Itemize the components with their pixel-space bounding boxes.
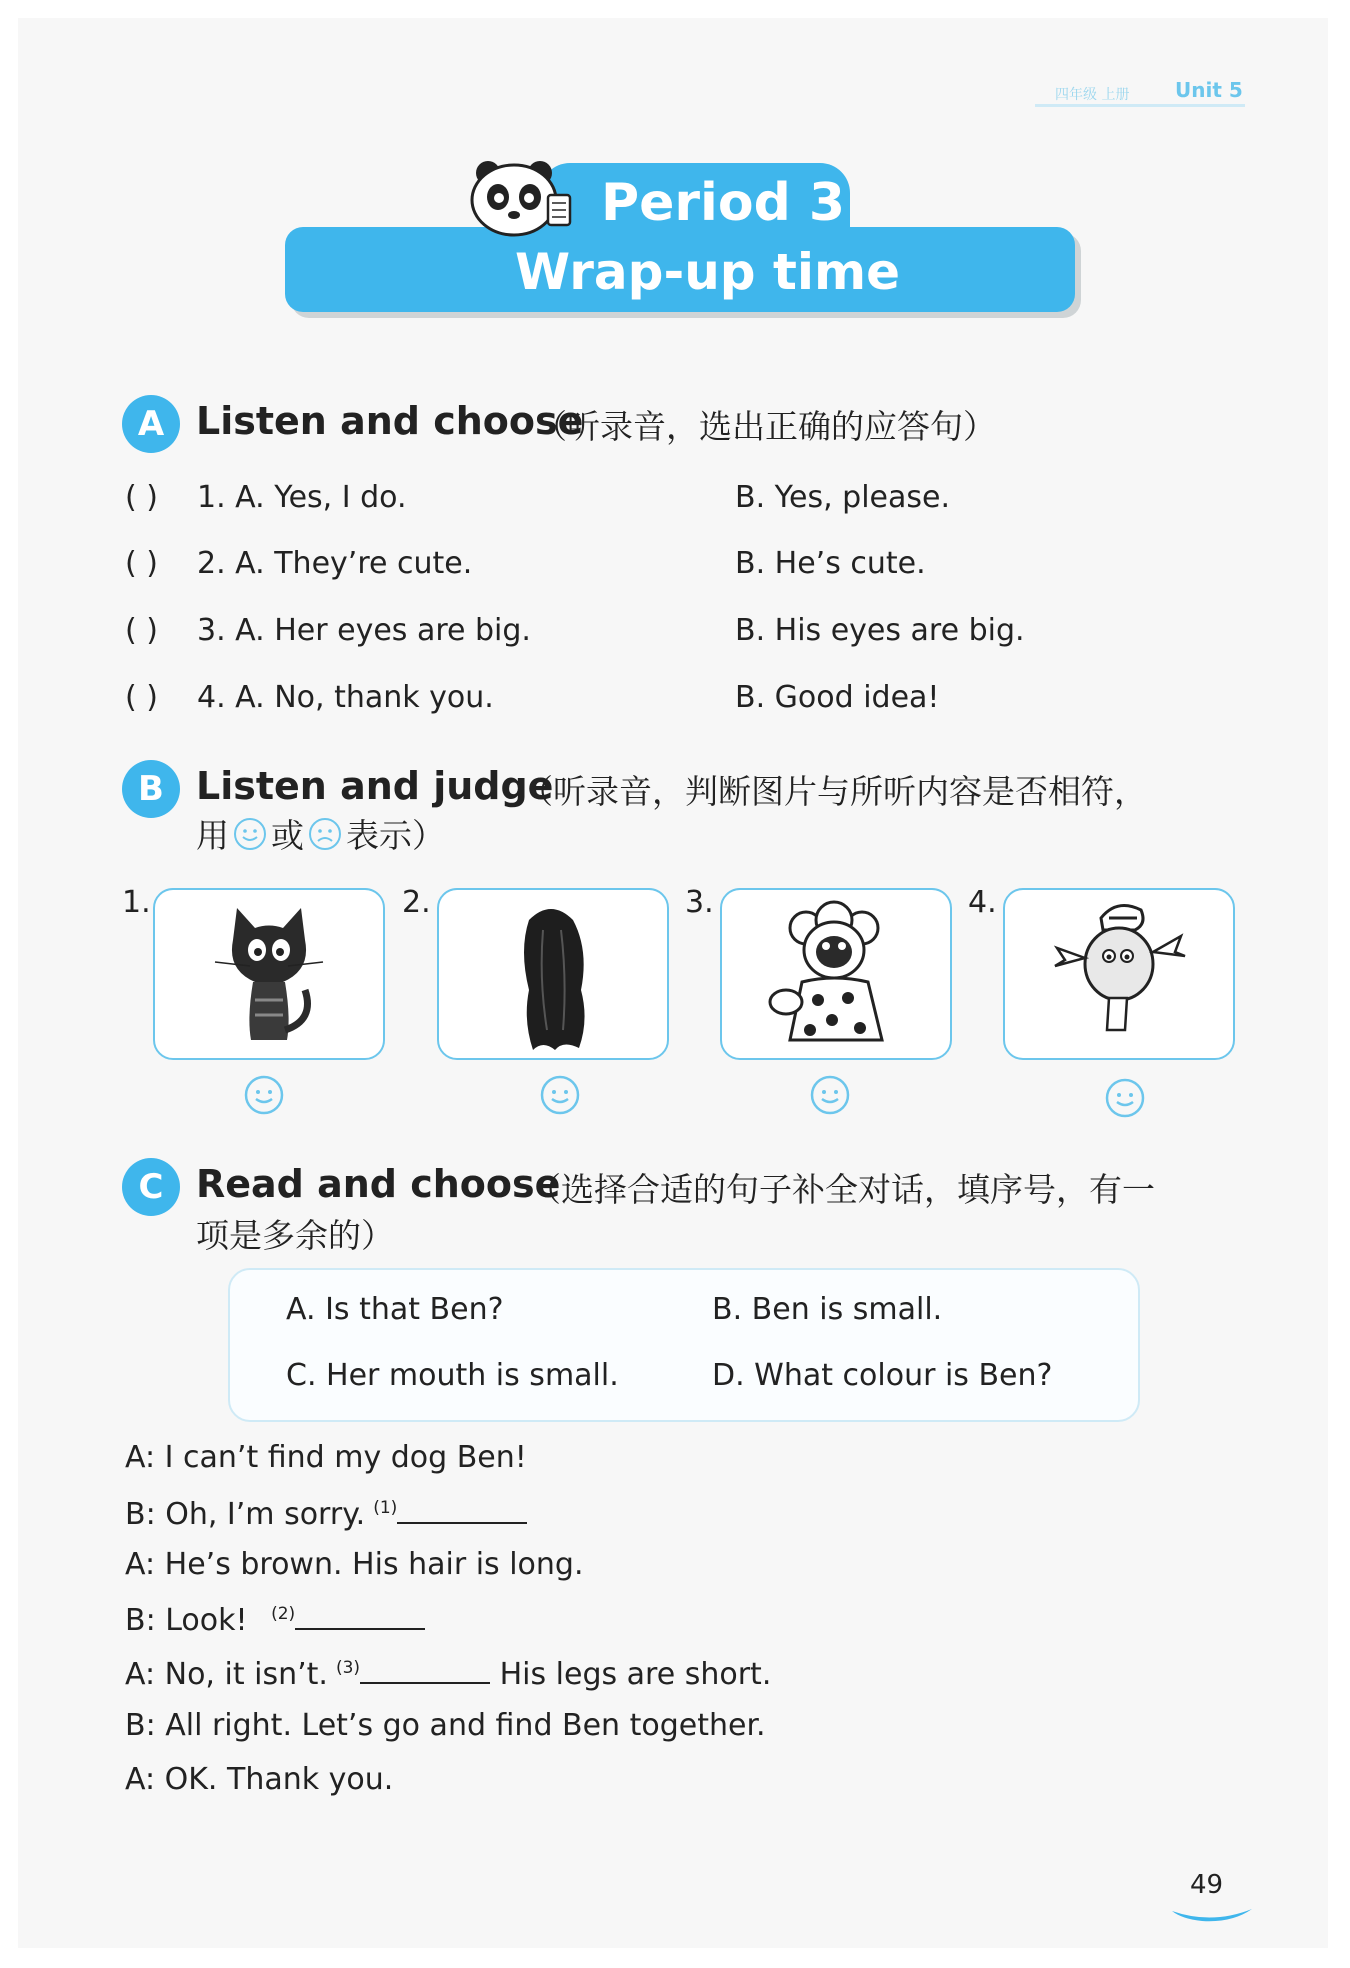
answer-blank[interactable]: ( ) bbox=[125, 680, 158, 715]
swoosh-decoration-icon bbox=[1172, 1905, 1252, 1923]
grade-label: 四年级 上册 bbox=[1055, 87, 1130, 103]
option-a: 2. A. They’re cute. bbox=[197, 546, 473, 581]
option-b: B. Ben is small. bbox=[712, 1292, 943, 1327]
answer-blank[interactable] bbox=[360, 1654, 490, 1684]
panda-icon bbox=[460, 155, 575, 245]
picture-box-3 bbox=[720, 888, 952, 1060]
section-b-note: （听录音，判断图片与所听内容是否相符， bbox=[520, 772, 1147, 811]
dialogue-line: A: OK. Thank you. bbox=[125, 1762, 394, 1797]
sad-face-icon bbox=[308, 817, 342, 851]
section-c-note: （选择合适的句子补全对话，填序号，有一 bbox=[528, 1170, 1155, 1209]
picture-box-2 bbox=[437, 888, 669, 1060]
option-c: C. Her mouth is small. bbox=[286, 1358, 619, 1393]
options-box bbox=[228, 1268, 1140, 1422]
option-b: B. He’s cute. bbox=[735, 546, 926, 581]
long-hair-icon bbox=[439, 890, 667, 1058]
section-a-badge: A bbox=[122, 395, 180, 453]
blank-number: (3) bbox=[335, 1658, 361, 1678]
dialogue-line: B: Look! $^{(2)}$ bbox=[125, 1600, 425, 1638]
section-b-note-line2: 用 或 表示） bbox=[196, 816, 445, 855]
period-subtitle: Wrap-up time bbox=[515, 243, 901, 301]
smile-face-icon[interactable] bbox=[810, 1075, 850, 1115]
smile-face-icon bbox=[233, 817, 267, 851]
section-c-note-line2: 项是多余的） bbox=[196, 1216, 394, 1255]
dialogue-line: B: Oh, I’m sorry. $^{(1)}$ bbox=[125, 1494, 527, 1532]
option-a: 4. A. No, thank you. bbox=[197, 680, 494, 715]
option-b: B. Yes, please. bbox=[735, 480, 950, 515]
section-c-badge: C bbox=[122, 1158, 180, 1216]
picture-number: 2. bbox=[402, 885, 431, 920]
answer-blank[interactable] bbox=[295, 1600, 425, 1630]
snowman-icon bbox=[1005, 890, 1233, 1058]
unit-header bbox=[1035, 78, 1245, 107]
period-banner bbox=[285, 155, 1085, 320]
picture-box-1 bbox=[153, 888, 385, 1060]
section-a-note: （听录音，选出正确的应答句） bbox=[534, 407, 996, 446]
period-title: Period 3 bbox=[601, 173, 846, 233]
smile-face-icon[interactable] bbox=[1105, 1078, 1145, 1118]
blank-number: (2) bbox=[271, 1604, 296, 1624]
dialogue-line: A: He’s brown. His hair is long. bbox=[125, 1547, 584, 1582]
option-d: D. What colour is Ben? bbox=[712, 1358, 1053, 1393]
option-a: 1. A. Yes, I do. bbox=[197, 480, 407, 515]
section-a-title: Listen and choose bbox=[196, 399, 584, 443]
section-b-title: Listen and judge bbox=[196, 764, 554, 808]
picture-number: 3. bbox=[685, 885, 714, 920]
smile-face-icon[interactable] bbox=[540, 1075, 580, 1115]
picture-box-4 bbox=[1003, 888, 1235, 1060]
answer-blank[interactable]: ( ) bbox=[125, 613, 158, 648]
picture-number: 1. bbox=[122, 885, 151, 920]
dialogue-line: A: I can’t find my dog Ben! bbox=[125, 1440, 527, 1475]
cat-icon bbox=[155, 890, 383, 1058]
section-c-title: Read and choose bbox=[196, 1162, 561, 1206]
unit-label: Unit 5 bbox=[1175, 78, 1243, 102]
clown-icon bbox=[722, 890, 950, 1058]
picture-number: 4. bbox=[968, 885, 997, 920]
dialogue-line: B: All right. Let’s go and find Ben together. bbox=[125, 1708, 766, 1743]
dialogue-line: A: No, it isn’t. $^{(3)}$ His legs are short. bbox=[125, 1654, 771, 1692]
section-b-badge: B bbox=[122, 760, 180, 818]
page-number: 49 bbox=[1190, 1870, 1224, 1900]
answer-blank[interactable]: ( ) bbox=[125, 546, 158, 581]
option-a: A. Is that Ben? bbox=[286, 1292, 504, 1327]
blank-number: (1) bbox=[373, 1498, 398, 1518]
option-b: B. His eyes are big. bbox=[735, 613, 1025, 648]
smile-face-icon[interactable] bbox=[244, 1075, 284, 1115]
answer-blank[interactable]: ( ) bbox=[125, 480, 158, 515]
answer-blank[interactable] bbox=[397, 1494, 527, 1524]
option-a: 3. A. Her eyes are big. bbox=[197, 613, 531, 648]
option-b: B. Good idea! bbox=[735, 680, 940, 715]
